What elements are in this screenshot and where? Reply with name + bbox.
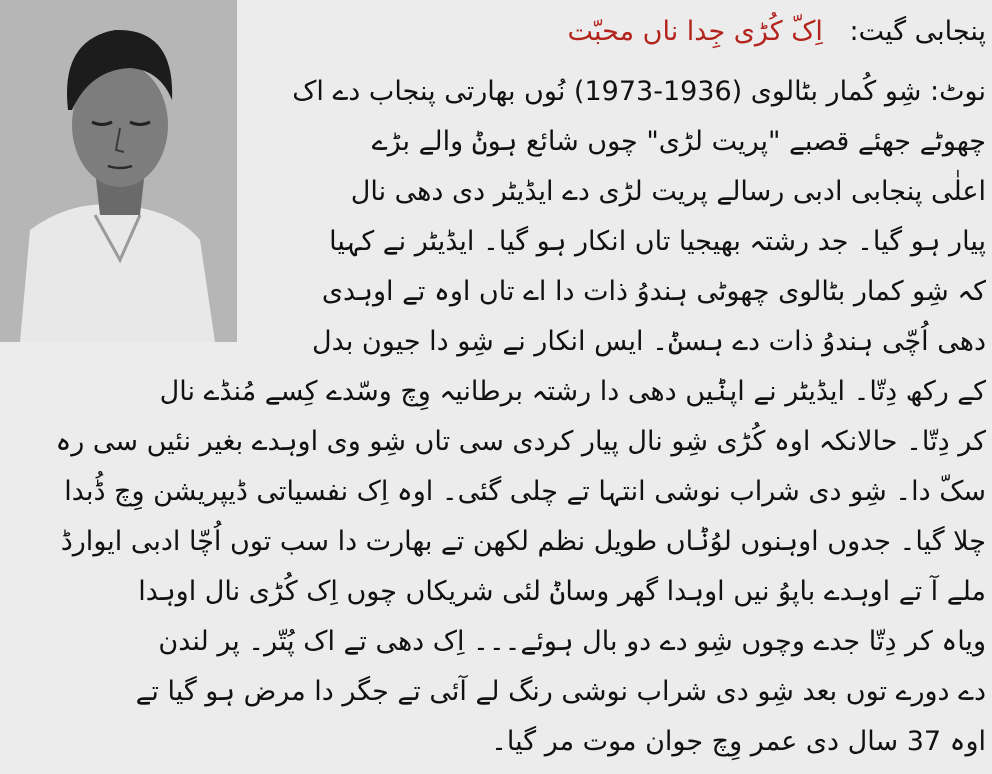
text-line-11: ملے آ تے اوہدے باپوُ نیں اوہدا گھر وساݨ لئی شریکاں چوں اِک کُڑی نال اوہدا bbox=[138, 576, 986, 607]
text-line-7: کے رکھ دِتّا۔ ایڈیٹر نے اپݨیں دھی دا رشتہ برطانیہ وِچ وسّدے کِسے مُنڈے نال bbox=[159, 376, 986, 407]
text-line-8: کر دِتّا۔ حالانکہ اوہ کُڑی شِو نال پیار کردی سی تاں شِو وی اوہدے بغیر نئیں سی رہ bbox=[55, 426, 986, 457]
text-line-12: ویاہ کر دِتّا جدے وچوں شِو دے دو بال ہوئے۔۔۔ اِک دھی تے اک پُتّر۔ پر لندن bbox=[158, 626, 986, 657]
portrait-photo bbox=[0, 0, 237, 342]
text-line-14: اوہ 37 سال دی عمر وِچ جوان موت مر گیا۔ bbox=[491, 726, 986, 757]
page-title bbox=[568, 12, 987, 52]
text-line-1: نوٹ: شِو کُمار بٹالوی (1936-1973) نُوں بھارتی پنجاب دے اک bbox=[292, 76, 986, 107]
title-text: اِکّ کُڑی جِدا ناں محبّت bbox=[567, 16, 823, 47]
text-line-6: دھی اُچّی ہندوُ ذات دے ہسݨ۔ ایس انکار نے شِو دا جیون بدل bbox=[312, 326, 986, 357]
text-line-3: اعلٰی پنجابی ادبی رسالے پریت لڑی دے ایڈیٹر دی دھی نال bbox=[350, 176, 986, 207]
text-line-5: کہ شِو کمار بٹالوی چھوٹی ہندوُ ذات دا اے تاں اوہ تے اوہدی bbox=[321, 276, 986, 307]
text-line-9: سکّ دا۔ شِو دی شراب نوشی انتہا تے چلی گئی۔ اوہ اِک نفسیاتی ڈیپریشن وِچ ڈُبدا bbox=[64, 476, 986, 507]
text-line-10: چلا گیا۔ جدوں اوہنوں لوُݨاں طویل نظم لکھن تے بھارت دا سب توں اُچّا ادبی ایوارڈ bbox=[60, 526, 986, 557]
text-line-2: چھوٹے جھئے قصبے "پریت لڑی" چوں شائع ہوݨ والے بڑے bbox=[371, 126, 986, 157]
title-label: پنجابی گیت: bbox=[849, 16, 986, 47]
text-line-4: پیار ہو گیا۔ جد رشتہ بھیجیا تاں انکار ہو گیا۔ ایڈیٹر نے کہیا bbox=[329, 226, 986, 257]
text-line-13: دے دورے توں بعد شِو دی شراب نوشی رنگ لے آئی تے جگر دا مرض ہو گیا تے bbox=[135, 676, 986, 707]
